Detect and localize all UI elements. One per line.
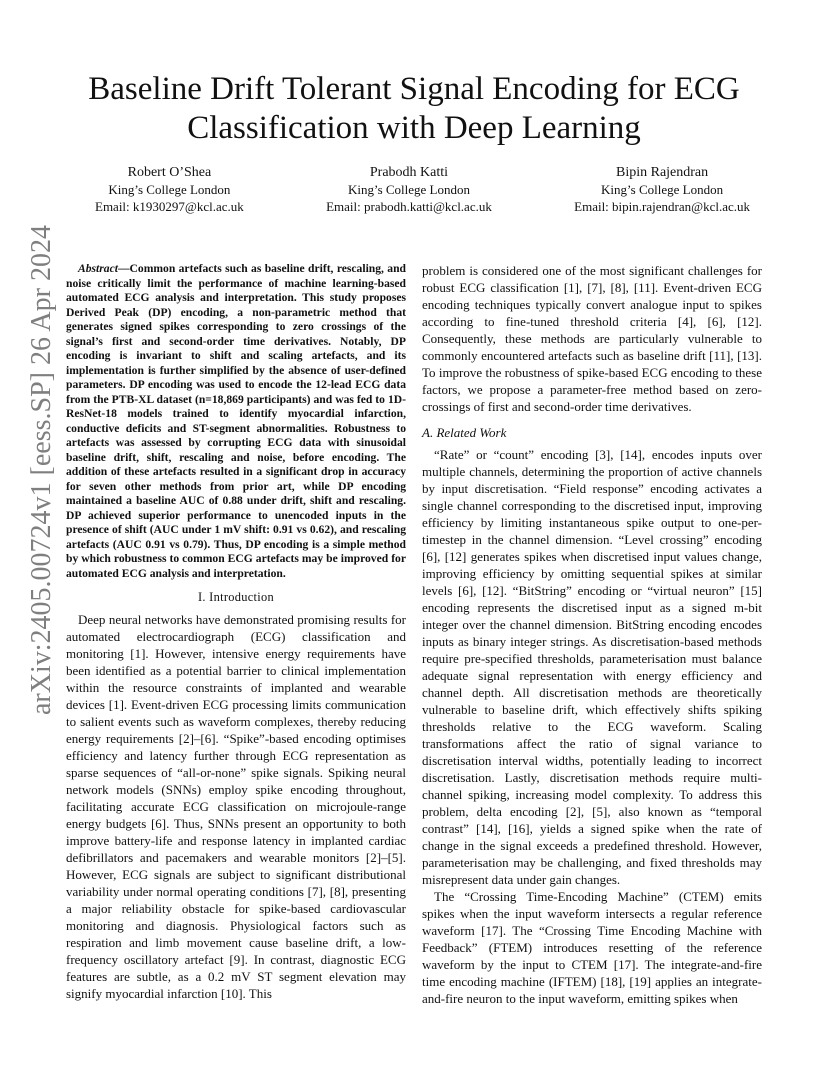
abstract	[66, 262, 406, 581]
paper-title: Baseline Drift Tolerant Signal Encoding for ECG Classification with Deep Learning	[88, 71, 740, 146]
body-paragraph-continued: problem is considered one of the most significant challenges for robust ECG classification [1], [7], [8], [11]. Event-driven ECG encoding techniques typically convert analogue input to spikes according to fine-tuned threshold criteria [4], [6], [12]. Consequently, these methods are particularly vulnerable to commonly encountered artefacts such as baseline drift [11], [13]. To improve the robustness of spike-based ECG encoding to these factors, we propose a parameter-free method based on zero-crossings of first and second-order time derivatives.	[422, 263, 762, 414]
subsection-heading-related-work: A. Related Work	[422, 425, 507, 440]
author-1	[95, 164, 244, 215]
introduction-paragraph: Deep neural networks have demonstrated promising results for automated electrocardiograph (ECG) classification and monitoring [1]. However, intensive energy requirements have been identified as a potential barrier to clinical implementation within the resource constraints of implanted and wearable devices [1]. Event-driven ECG processing limits communication to salient events such as waveform complexes, thereby reducing energy requirements [2]–[6]. “Spike”-based encoding optimises efficiency and latency further through ECG representation as sparse sequences of “all-or-none” spike signals. Spiking neural network models (SNNs) employ spike encoding throughout, facilitating accurate ECG classification on microjoule-range energy budgets [6]. Thus, SNNs present an opportunity to both improve battery-life and response latency in implanted cardiac defibrillators and pacemakers and wearable monitors [2]–[5]. However, ECG signals are subject to significant distributional variability under normal operating conditions [7], [8], presenting a major reliability obstacle for spike-based cardiovascular monitoring and diagnosis. Physiological factors such as respiration and limb movement cause baseline drift, a low-frequency oscillatory artefact [9]. In contrast, diagnostic ECG features are subtle, as a 0.2 mV ST segment elevation may signify myocardial infarction [10]. This	[66, 612, 406, 1001]
author-name: Prabodh Katti	[369, 165, 449, 180]
author-email: Email: prabodh.katti@kcl.ac.uk	[326, 199, 492, 214]
author-3	[574, 164, 750, 215]
abstract-lead: Abstract	[78, 262, 118, 275]
author-affiliation: King’s College London	[347, 182, 470, 197]
author-email: Email: k1930297@kcl.ac.uk	[95, 199, 244, 214]
author-affiliation: King’s College London	[601, 182, 724, 197]
right-column	[422, 262, 762, 1007]
author-name: Bipin Rajendran	[615, 165, 709, 180]
author-block	[95, 164, 750, 215]
left-column	[66, 262, 406, 1002]
related-work-paragraph-2: The “Crossing Time-Encoding Machine” (CTEM) emits spikes when the input waveform intersects a regular reference waveform [17]. The “Crossing Time Encoding Machine with Feedback” (FTEM) introduces resetting of the reference waveform by the input to CTEM [17]. The integrate-and-fire time encoding machine (IFTEM) [18], [19] applies an integrate-and-fire neuron to the input waveform, emitting spikes when	[422, 889, 762, 1006]
author-name: Robert O’Shea	[127, 165, 212, 180]
author-2	[326, 164, 492, 215]
section-heading-introduction: I. Introduction	[197, 590, 275, 604]
related-work-paragraph-1: “Rate” or “count” encoding [3], [14], encodes inputs over multiple channels, determining the proportion of active channels by input discretisation. “Field response” encoding activates a single channel corresponding to the discretised input, improving efficiency by limiting instantaneous spike output to one-per-timestep in the channel dimension. “Level crossing” encoding [6], [12] generates spikes when discretised input values change, improving efficiency by omitting sequential spikes at similar levels [6], [12]. “BitString” encoding or “virtual neuron” [15] encoding represents the discretised input as a signed m-bit integer over the channel dimension. BitString encoding encodes inputs as binary integer strings. As discretisation-based methods require pre-specified thresholds, parameterisation must balance adequate signal representation with energy efficiency and channel depth. All discretisation methods are theoretically vulnerable to baseline drift, which effectively shifts spiking thresholds relative to the ECG waveform. Scaling transformations affect the ratio of signal variance to discretisation interval widths, potentially leading to incorrect discretisation. Lastly, discretisation methods require multi-channel spiking, increasing model complexity. To address this problem, delta encoding [2], [5], also known as “temporal contrast” [14], [16], yields a signed spike when the rate of change in the signal exceeds a predefined threshold. However, parameterisation may be challenging, and fixed thresholds may misrepresent data under gain changes.	[422, 447, 762, 887]
abstract-text: —Common artefacts such as baseline drift, rescaling, and noise critically limit the performance of machine learning-based automated ECG analysis and interpretation. This study proposes Derived Peak (DP) encoding, a non-parametric method that generates signed spikes corresponding to zero crossings of the signal’s first and second-order time derivatives. Notably, DP encoding is invariant to shift and scaling artefacts, and its implementation is further simplified by the absence of user-defined parameters. DP encoding was used to encode the 12-lead ECG data from the PTB-XL dataset (n=18,869 participants) and was fed to 1D-ResNet-18 models trained to identify myocardial infarction, conductive deficits and ST-segment abnormalities. Robustness to artefacts was assessed by corrupting ECG data with sinusoidal baseline drift, shift, rescaling and noise, before encoding. The addition of these artefacts resulted in a significant drop in accuracy for seven other methods from prior art, while DP encoding maintained a baseline AUC of 0.88 under drift, shift and rescaling. DP achieved superior performance to unencoded inputs in the presence of shift (AUC under 1 mV shift: 0.91 vs 0.62), and rescaling artefacts (AUC 0.91 vs 0.79). Thus, DP encoding is a simple method by which robustness to common ECG artefacts may be improved for automated ECG analysis and interpretation.	[66, 262, 406, 580]
author-email: Email: bipin.rajendran@kcl.ac.uk	[574, 199, 750, 214]
author-affiliation: King’s College London	[108, 182, 231, 197]
arxiv-stamp: arXiv:2405.00724v1 [eess.SP] 26 Apr 2024	[26, 225, 57, 715]
